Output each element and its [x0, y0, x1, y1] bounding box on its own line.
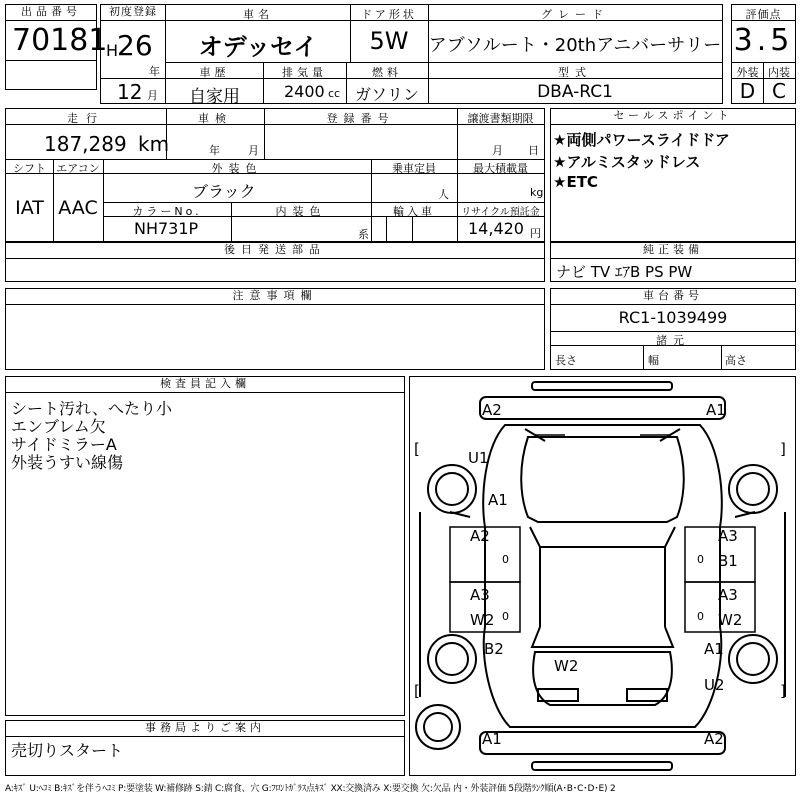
- month-value: 12: [117, 80, 143, 104]
- damage-mark: A2: [704, 730, 724, 748]
- car-info-box: [165, 4, 723, 107]
- max-load-label: 最大積載量: [473, 162, 528, 175]
- displacement-label: 排気量: [282, 66, 327, 79]
- later-parts-box: [5, 242, 545, 282]
- sales-point-item: ★ETC: [553, 173, 598, 191]
- lot-number: 70181: [12, 23, 108, 58]
- door-type: 5W: [369, 27, 409, 55]
- damage-mark: W2: [718, 611, 743, 629]
- inspector-line: シート汚れ、へたり小: [11, 399, 172, 418]
- damage-mark: A2: [482, 401, 502, 419]
- shift-label: シフト: [13, 162, 46, 175]
- int-color-suffix: 系: [358, 228, 369, 241]
- damage-mark: W2: [554, 657, 579, 675]
- transfer-day: 日: [528, 144, 539, 157]
- grade-label: グレード: [541, 8, 609, 21]
- office-text: 売切りスタート: [11, 741, 124, 760]
- inspector-label: 検査員記入欄: [6, 377, 404, 393]
- damage-mark: A2: [470, 527, 490, 545]
- dims-label: 諸元: [656, 334, 690, 347]
- exterior-label: 外装: [736, 66, 759, 79]
- max-load-unit: kg: [530, 186, 544, 199]
- car-outline: [410, 377, 795, 775]
- inspector-line: 外装うすい線傷: [11, 453, 124, 472]
- width-label: 幅: [648, 354, 659, 367]
- damage-mark: U1: [468, 449, 489, 467]
- chassis-value: RC1-1039499: [618, 308, 728, 327]
- car-name: オデッセイ: [198, 33, 318, 61]
- damage-mark: 0: [697, 610, 704, 623]
- lot-box: [5, 4, 108, 90]
- inspector-line: エンブレム欠: [11, 417, 106, 436]
- ext-color-label: 外装色: [211, 162, 263, 175]
- later-parts-label: 後日発送部品: [6, 243, 544, 259]
- exterior-grade: D: [739, 79, 756, 103]
- history-value: 自家用: [189, 87, 240, 107]
- inspection-month: 月: [248, 144, 259, 157]
- bracket-left-top: [: [414, 440, 420, 458]
- ac-value: AAC: [58, 197, 98, 219]
- office-box: [5, 720, 405, 776]
- grade-value: アブソルート・20thアニバーサリー: [428, 35, 722, 56]
- ext-color-value: ブラック: [192, 182, 256, 201]
- damage-mark: 0: [502, 610, 509, 623]
- first-reg-label: 初度登録: [101, 5, 165, 21]
- lot-label: 出品番号: [6, 5, 96, 21]
- year-suffix: 年: [149, 65, 160, 78]
- damage-mark: W2: [470, 611, 495, 629]
- fuel-label: 燃料: [372, 66, 402, 79]
- legend: A:ｷｽﾞ U:ﾍｺﾐ B:ｷｽﾞを伴うﾍｺﾐ P:要塗装 W:補修跡 S:錆 C:腐食、穴 G:ﾌﾛﾝﾄｶﾞﾗｽ点ｷｽﾞ XX:交換済み X:要交換 欠:欠品 内・外装評価 5段階ﾗﾝｸ順(A･B･C･D･E) 2: [5, 784, 616, 794]
- year-value: 26: [117, 29, 153, 62]
- sales-point-item: ★アルミスタッドレス: [553, 153, 701, 171]
- damage-mark: 0: [697, 553, 704, 566]
- score-label: 評価点: [745, 8, 782, 21]
- sales-points-label: セールスポイント: [551, 109, 795, 125]
- fuel-value: ガソリン: [354, 85, 419, 104]
- era-prefix: H: [106, 41, 119, 60]
- mileage-value: 187,289: [44, 132, 127, 156]
- equipment-label: 純正装備: [551, 243, 795, 259]
- color-no-label: カラーNo.: [132, 205, 202, 218]
- first-registration-box: [100, 4, 166, 104]
- transfer-label: 譲渡書類期限: [467, 112, 534, 125]
- inspection-year: 年: [209, 144, 220, 157]
- mileage-unit: km: [138, 132, 170, 156]
- capacity-label: 乗車定員: [392, 162, 436, 175]
- length-label: 長さ: [555, 354, 577, 367]
- damage-mark: B2: [484, 640, 504, 658]
- equipment-box: [550, 242, 796, 282]
- inspector-box: [5, 376, 405, 716]
- car-diagram: [409, 376, 796, 776]
- model-label: 型式: [558, 66, 592, 79]
- import-label: 輸入車: [393, 205, 435, 218]
- damage-mark: A1: [704, 640, 724, 658]
- height-label: 高さ: [725, 354, 747, 367]
- inspection-label: 車検: [198, 112, 232, 125]
- interior-label: 内装: [768, 66, 790, 79]
- sales-points-box: [550, 108, 796, 242]
- capacity-unit: 人: [438, 188, 449, 201]
- history-label: 車歴: [199, 66, 230, 79]
- equipment-value: ナビ TV ｴｱB PS PW: [556, 263, 693, 281]
- damage-mark: A3: [470, 586, 490, 604]
- model-value: DBA-RC1: [537, 82, 613, 102]
- office-label: 事務局よりご案内: [6, 721, 404, 737]
- damage-mark: A1: [482, 730, 502, 748]
- transfer-month: 月: [492, 144, 503, 157]
- interior-grade: C: [772, 79, 786, 103]
- recycle-value: 14,420: [468, 219, 524, 238]
- notes-box: [5, 288, 545, 370]
- chassis-label: 車台番号: [551, 289, 795, 305]
- displacement-value: 2400: [284, 82, 325, 101]
- shift-value: IAT: [15, 197, 44, 219]
- color-no-value: NH731P: [134, 219, 199, 238]
- damage-mark: A1: [706, 401, 726, 419]
- door-label: ドア形状: [361, 8, 417, 21]
- damage-mark: A3: [718, 527, 738, 545]
- score-value: 3.5: [733, 23, 794, 58]
- recycle-unit: 円: [530, 227, 541, 240]
- ac-label: エアコン: [56, 162, 100, 175]
- mileage-label: 走行: [67, 112, 105, 125]
- month-suffix: 月: [147, 89, 158, 102]
- damage-mark: 0: [502, 553, 509, 566]
- sales-point-item: ★両側パワースライドドア: [553, 131, 730, 149]
- reg-no-label: 登録番号: [326, 112, 395, 125]
- inspector-line: サイドミラーA: [11, 435, 117, 454]
- bracket-left-bottom: [: [414, 682, 420, 700]
- car-name-label: 車名: [243, 8, 273, 21]
- displacement-unit: cc: [328, 87, 341, 100]
- recycle-label: リサイクル預託金: [461, 207, 540, 218]
- damage-mark: B1: [718, 552, 738, 570]
- notes-label: 注意事項欄: [6, 289, 544, 305]
- bracket-right-top: ]: [780, 440, 786, 458]
- spec-box: [5, 108, 545, 242]
- damage-mark: A1: [488, 491, 508, 509]
- chassis-box: [550, 288, 796, 370]
- damage-mark: A3: [718, 586, 738, 604]
- damage-mark: U2: [704, 676, 725, 694]
- bracket-right-bottom: ]: [780, 682, 786, 700]
- score-box: [731, 4, 796, 104]
- int-color-label: 内装色: [275, 205, 327, 218]
